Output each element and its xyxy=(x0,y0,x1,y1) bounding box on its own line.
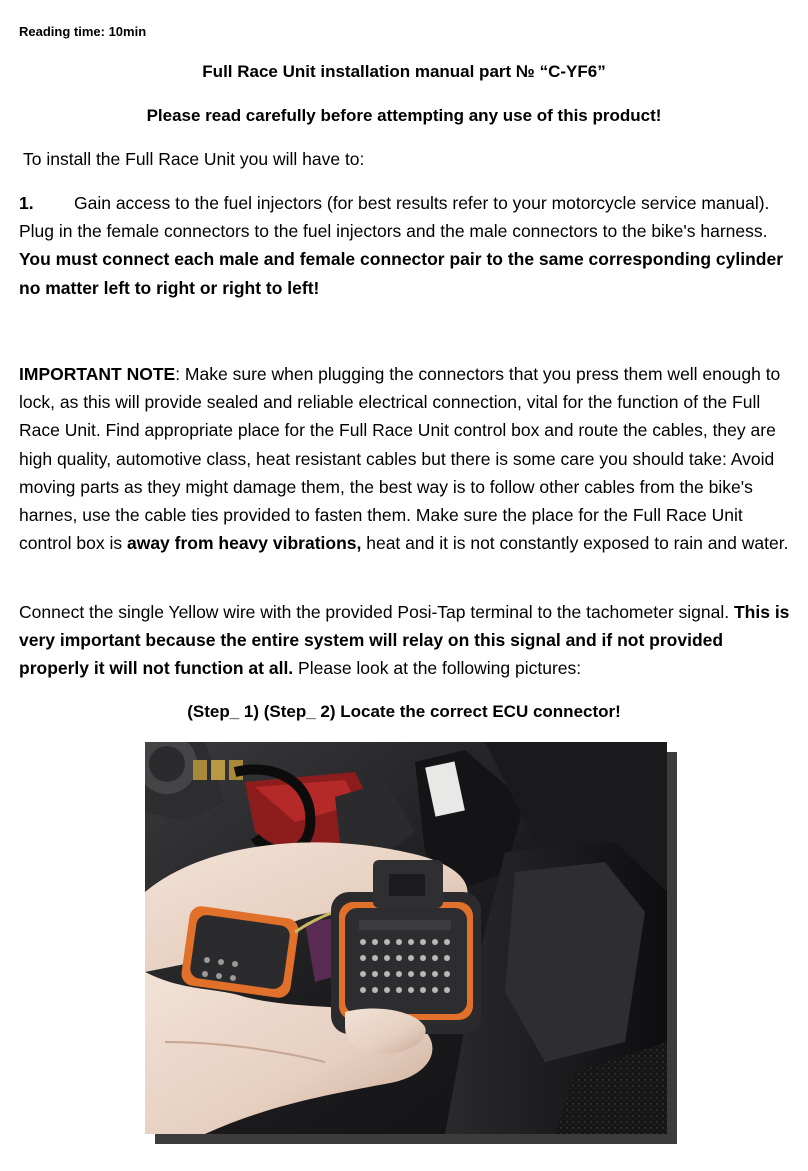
small-connector xyxy=(180,905,300,1000)
ecu-connector-illustration xyxy=(145,742,667,1134)
step1-bold-text: You must connect each male and female connector pair to the same corresponding cylinder no matter left to right or right to left! xyxy=(19,249,784,298)
reading-time: Reading time: 10min xyxy=(19,24,147,39)
step-caption: (Step_ 1) (Step_ 2) Locate the correct ECU connector! xyxy=(187,702,621,721)
tach-text-2: Please look at the following pictures: xyxy=(293,658,582,679)
ecu-connector-photo xyxy=(145,742,667,1134)
warning-heading: Please read carefully before attempting any use of this product! xyxy=(146,106,662,125)
step1-number: 1. xyxy=(19,193,34,213)
tach-bold-text: This is very important because the entire system will relay on this signal and if not provided properly it will not function at all. xyxy=(19,602,790,679)
tach-text-1: Connect the single Yellow wire with the provided Posi-Tap terminal to the tachometer signal. xyxy=(19,602,734,622)
note-text-2: heat and it is not constantly exposed to rain and water. xyxy=(361,533,789,554)
intro-text: To install the Full Race Unit you will have to: xyxy=(23,149,365,169)
step1-text: Gain access to the fuel injectors (for best results refer to your motorcycle service manual). Plug in the female connectors to the fuel injectors and the male connectors to the bike's harness. xyxy=(19,193,770,242)
step1-paragraph xyxy=(19,189,795,302)
important-note-label: IMPORTANT NOTE xyxy=(19,364,176,384)
ecu-connector-photo-frame xyxy=(145,742,667,1134)
manual-title: Full Race Unit installation manual part № “C-YF6” xyxy=(202,62,606,81)
important-note-paragraph xyxy=(19,360,795,557)
tachometer-paragraph xyxy=(19,598,795,683)
note-text-1: : Make sure when plugging the connectors that you press them well enough to lock, as this will provide sealed and reliable electrical connection, vital for the function of the Full Race Unit. Find appropriate place for the Full Race Unit control box and route the cables, they are high quality, automotive class, heat resistant cables but there is some care you should take: Avoid moving parts as they might damage them, the best way is to follow other cables from the bike's harnes, use the cable ties provided to fasten them. Make sure the place for the Full Race Unit control box is xyxy=(19,364,781,554)
note-bold-text: away from heavy vibrations, xyxy=(126,533,362,554)
